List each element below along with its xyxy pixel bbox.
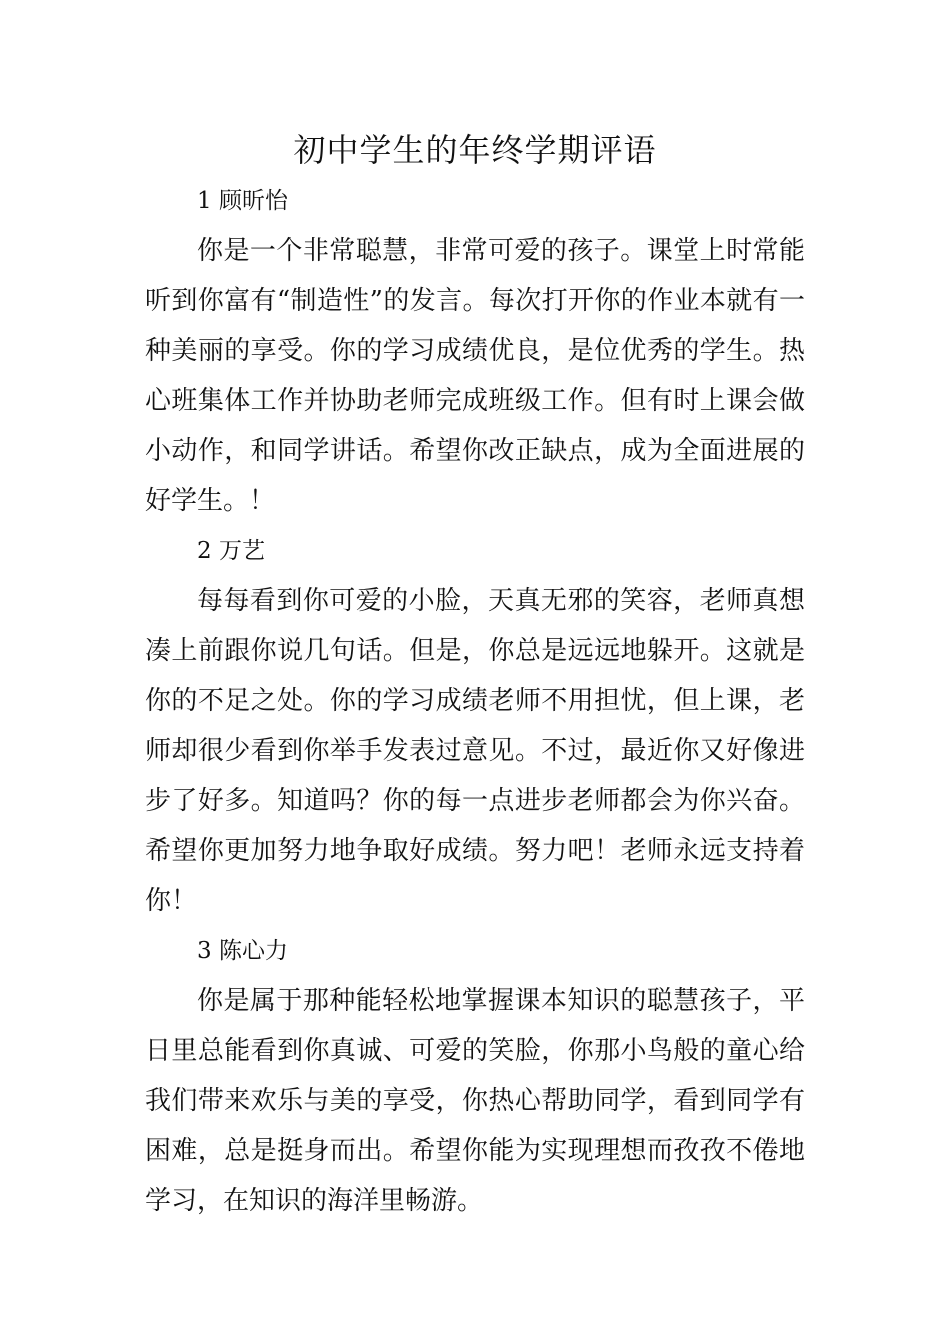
entry-name: 3 陈心力 [197,938,288,964]
document-page [145,124,805,1226]
entry-name: 1 顾昕怡 [197,188,288,214]
entry-1 [145,176,805,526]
entry-comment: 你是一个非常聪慧，非常可爱的孩子。课堂上时常能听到你富有“制造性”的发言。每次打开你的作业本就有一种美丽的享受。你的学习成绩优良，是位优秀的学生。热心班集体工作并协助老师完成班级工作。但有时上课会做小动作，和同学讲话。希望你改正缺点，成为全面进展的好学生。！ [145,236,805,516]
entry-2 [145,526,805,926]
entry-comment: 每每看到你可爱的小脸，天真无邪的笑容，老师真想凑上前跟你说几句话。但是，你总是远远地躲开。这就是你的不足之处。你的学习成绩老师不用担忧，但上课，老师却很少看到你举手发表过意见。不过，最近你又好像进步了好多。知道吗？你的每一点进步老师都会为你兴奋。希望你更加努力地争取好成绩。努力吧！老师永远支持着你！ [145,586,805,916]
entry-comment: 你是属于那种能轻松地掌握课本知识的聪慧孩子，平日里总能看到你真诚、可爱的笑脸，你那小鸟般的童心给我们带来欢乐与美的享受，你热心帮助同学，看到同学有困难，总是挺身而出。希望你能为实现理想而孜孜不倦地学习，在知识的海洋里畅游。 [145,986,805,1216]
document-title: 初中学生的年终学期评语 [293,131,657,169]
entry-3 [145,926,805,1226]
entry-name: 2 万艺 [197,538,265,564]
